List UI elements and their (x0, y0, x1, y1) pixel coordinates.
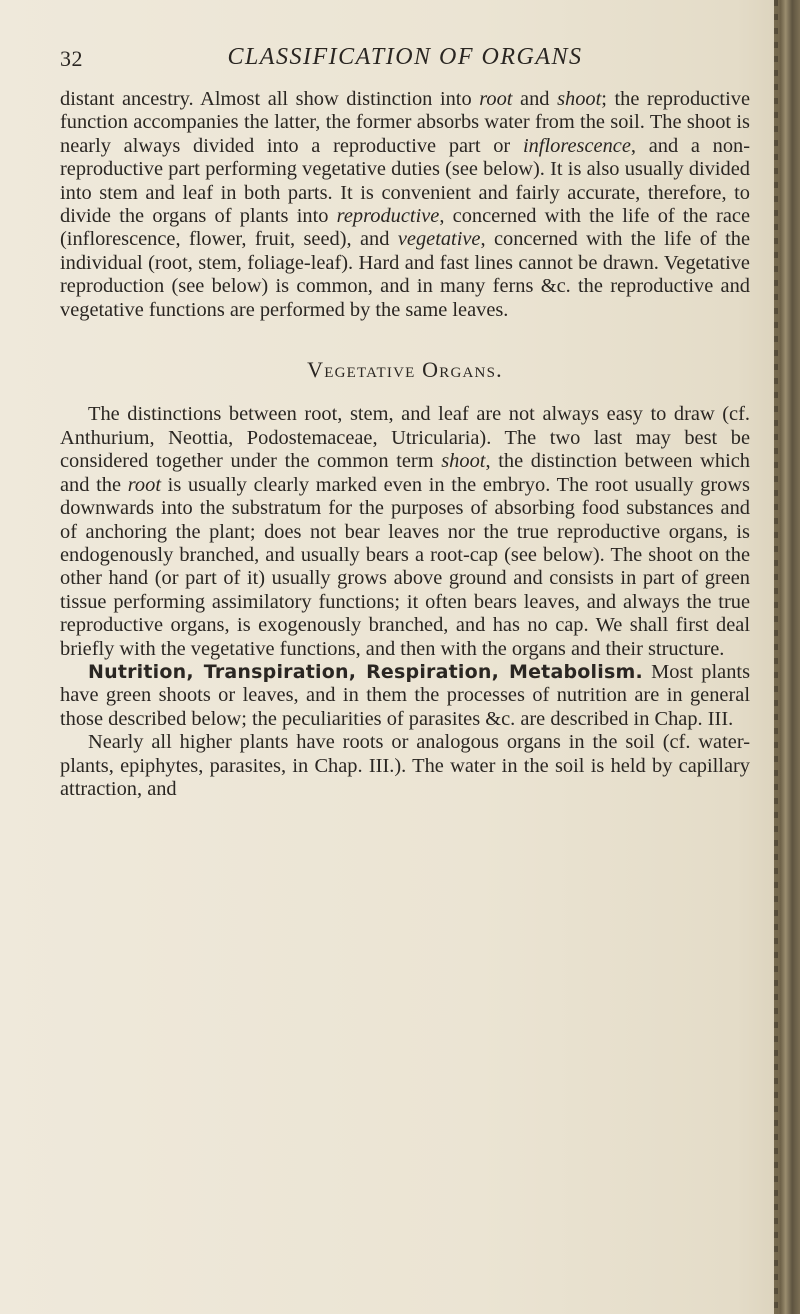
vegetative-paragraph: The distinctions between root, stem, and leaf are not always easy to draw (cf. Anthurium, Neottia, Podostemaceae, Utricularia). The two last may best be considered together under the common term shoot, the distinction between which and the root is usually clearly marked even in the embryo. The root usually grows downwards into the substratum for the purposes of absorbing food substances and of anchoring the plant; does not bear leaves nor the true reproductive organs, is endogenously branched, and usually bears a root-cap (see below). The shoot on the other hand (or part of it) usually grows above ground and consists in part of green tissue performing assimilatory functions; it often bears leaves, and always the true reproductive organs, is exogenously branched, and has no cap. We shall first deal briefly with the vegetative functions, and then with the organs and their structure. (60, 403, 750, 660)
nutrition-paragraph: Nutrition, Transpiration, Respiration, Metabolism. Most plants have green shoots or leaves, and in them the processes of nutrition are in general those described below; the peculiarities of parasites &c. are described in Chap. III. (60, 660, 751, 730)
final-paragraph: Nearly all higher plants have roots or analogous organs in the soil (cf. water-plants, epiphytes, parasites, in Chap. III.). The water in the soil is held by capillary attraction, and (60, 731, 750, 800)
page-header (60, 42, 750, 82)
body-text (60, 88, 750, 801)
intro-paragraph: distant ancestry. Almost all show distinction into root and shoot; the reproductive function accompanies the latter, the former absorbs water from the soil. The shoot is nearly always divided into a reproductive part or inflorescence, and a non-reproductive part performing vegetative duties (see below). It is also usually divided into stem and leaf in both parts. It is convenient and fairly accurate, therefore, to divide the organs of plants into reproductive, concerned with the life of the race (inflorescence, flower, fruit, seed), and vegetative, concerned with the life of the individual (root, stem, foliage-leaf). Hard and fast lines cannot be drawn. Vegetative reproduction (see below) is common, and in many ferns &c. the reproductive and vegetative functions are performed by the same leaves. (60, 88, 751, 321)
book-binding-edge (774, 0, 800, 1314)
page-number: 32 (60, 46, 83, 71)
section-heading: Vegetative Organs. (307, 357, 503, 383)
running-head: CLASSIFICATION OF ORGANS (227, 44, 583, 70)
run-in-heading: Nutrition, Transpiration, Respiration, Metabolism. (88, 660, 643, 683)
